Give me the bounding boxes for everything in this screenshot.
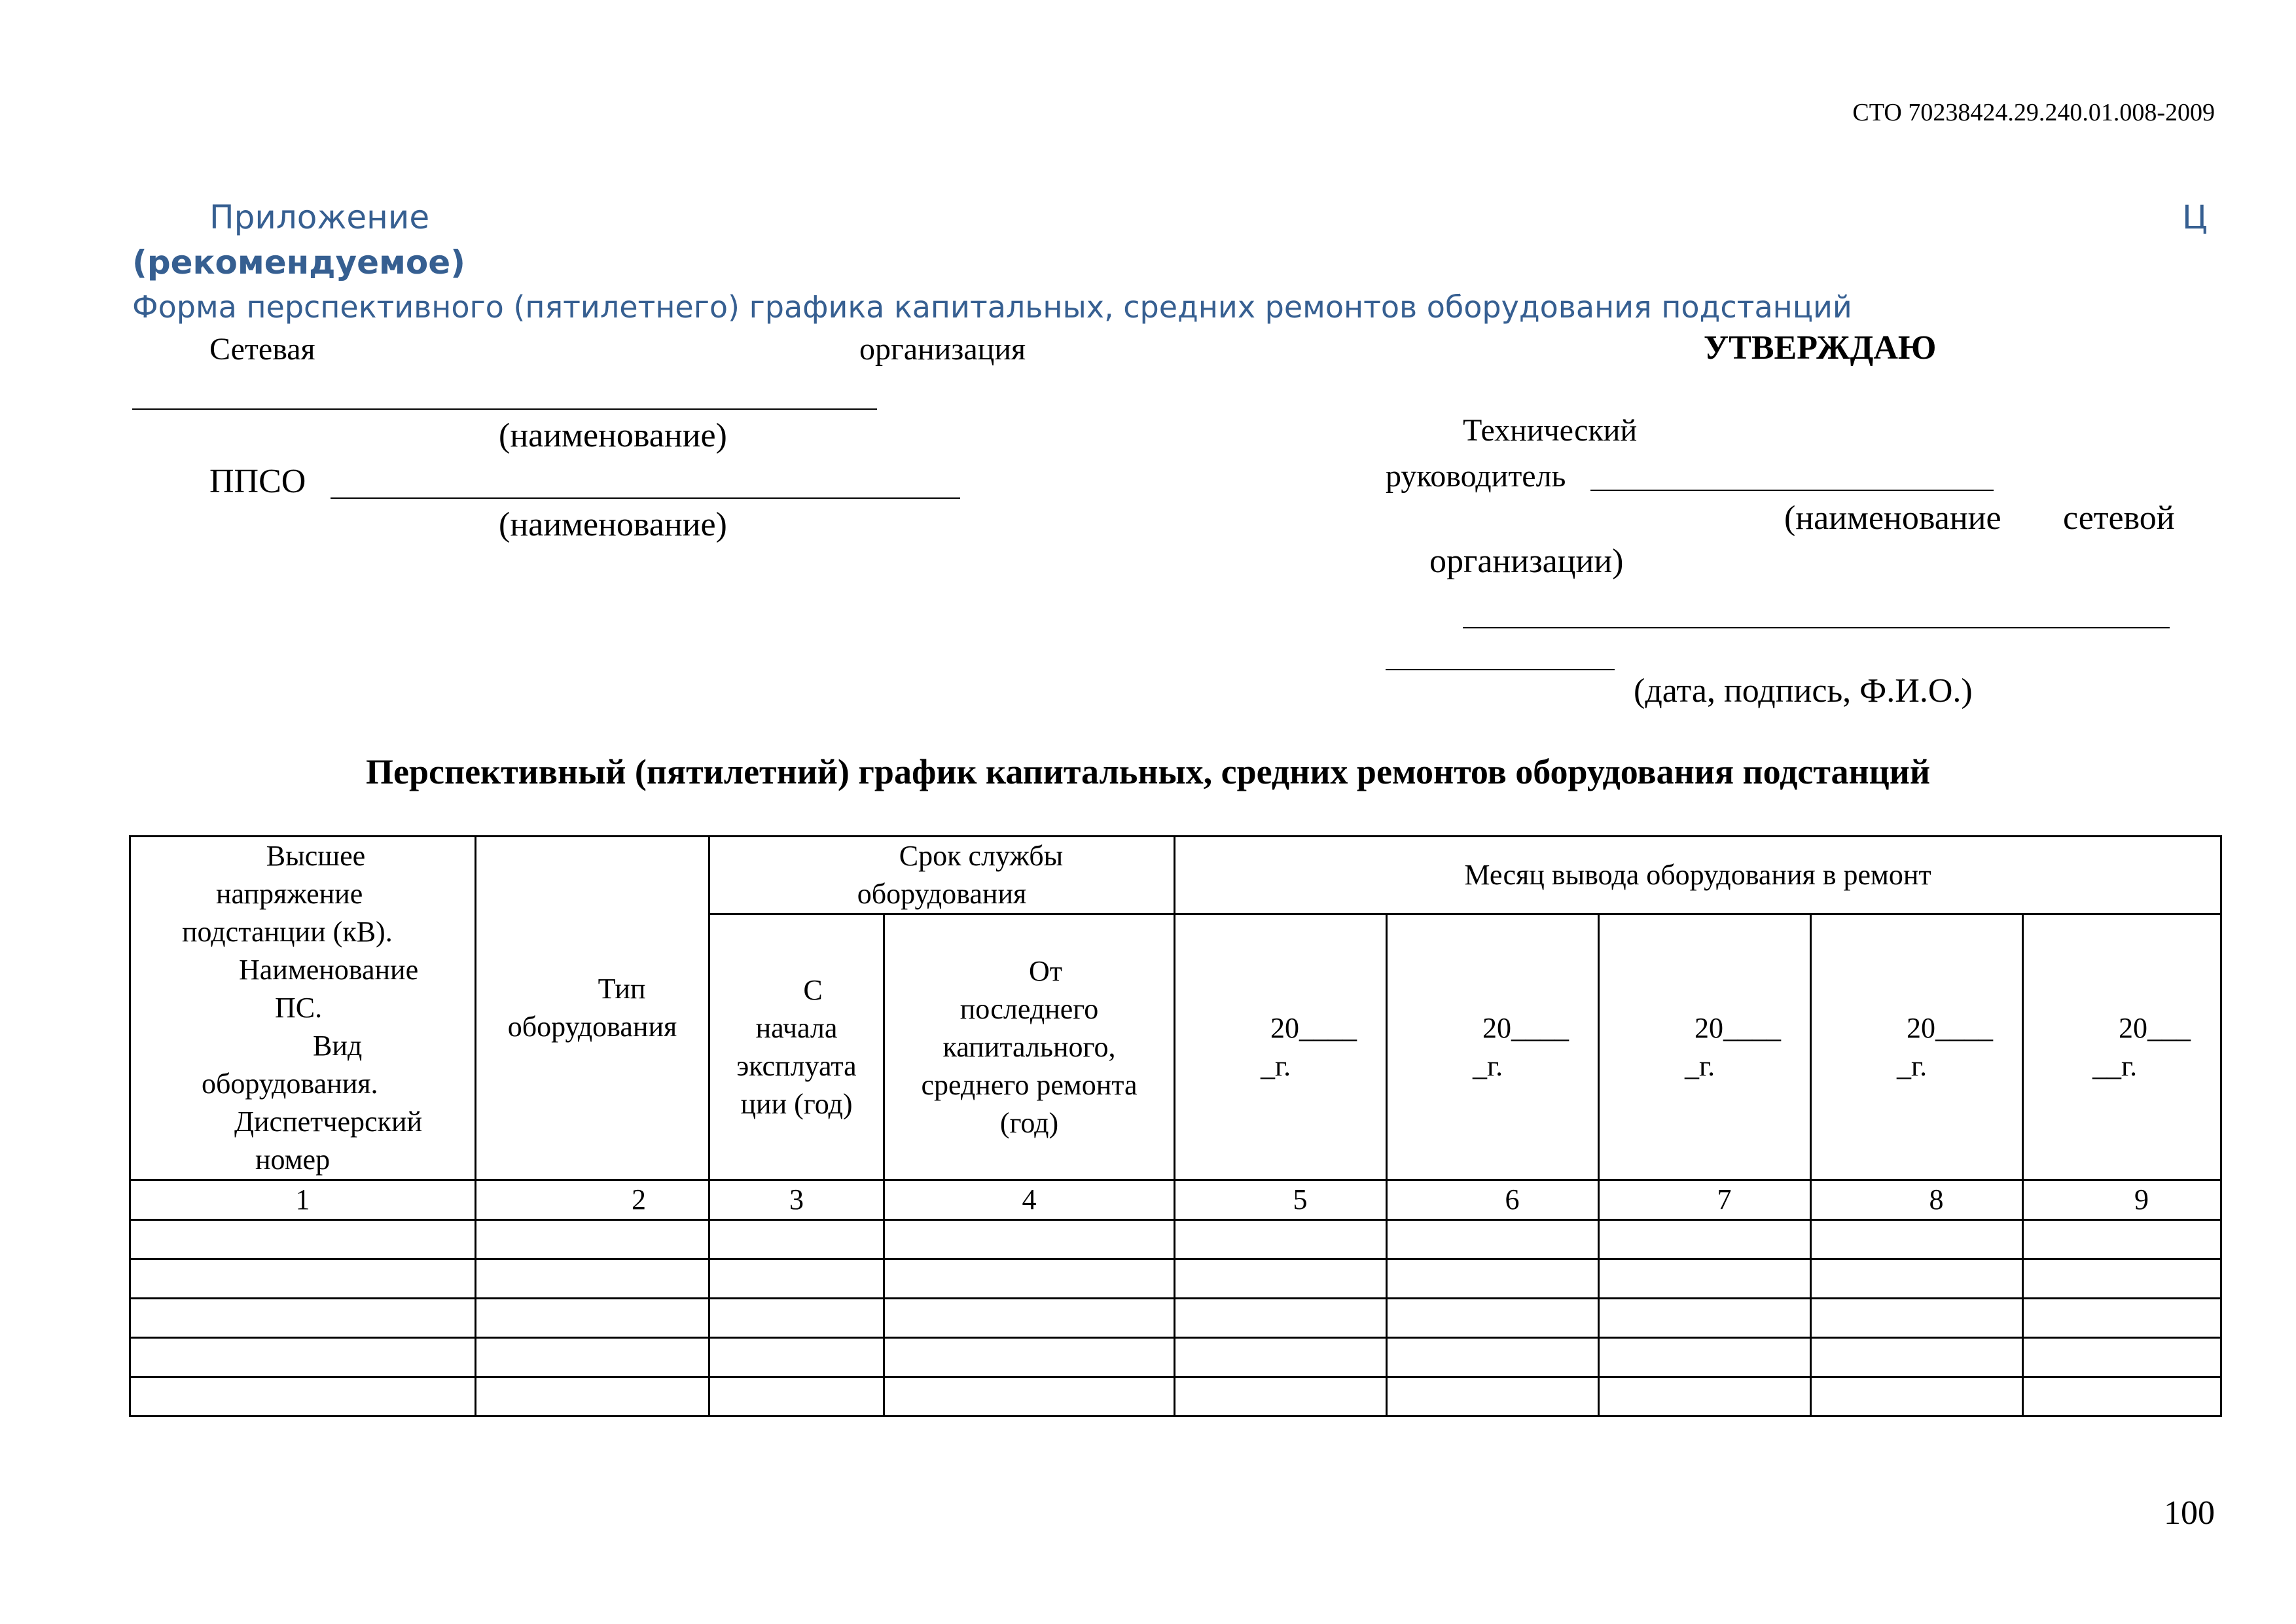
table-cell [2023,1220,2221,1259]
table-cell [1599,1338,1811,1377]
table-cell [884,1338,1175,1377]
table-cell [2023,1299,2221,1338]
appendix-label: Приложение [209,198,430,236]
table-cell [884,1259,1175,1299]
header-month-out: Месяц вывода оборудования в ремонт [1175,837,2221,914]
table-cell [709,1259,884,1299]
tech-label-line2: руководитель [1386,459,1566,494]
table-cell [130,1259,476,1299]
header-year-5: 20___ __г. [2023,914,2221,1180]
column-number-1: 1 [130,1180,476,1220]
appendix-letter: Ц [2182,198,2208,236]
table-cell [1811,1338,2023,1377]
table-cell [1175,1377,1387,1416]
table-cell [884,1377,1175,1416]
table-cell [709,1338,884,1377]
ppso-name-caption: (наименование) [499,506,727,543]
table-row [130,1259,2221,1299]
column-number-2: 2 [476,1180,709,1220]
form-title: Форма перспективного (пятилетнего) графика капитальных, средних ремонтов оборудования подстанций [132,289,1852,325]
table-cell [1599,1220,1811,1259]
column-number-7: 7 [1599,1180,1811,1220]
table-cell [2023,1338,2221,1377]
table-cell [884,1299,1175,1338]
appendix-type: (рекомендуемое) [132,244,466,281]
table-cell [709,1220,884,1259]
table-row [130,1220,2221,1259]
table-cell [1387,1220,1599,1259]
document-code: СТО 70238424.29.240.01.008-2009 [1852,99,2215,126]
table-cell [1599,1259,1811,1299]
table-cell [1599,1299,1811,1338]
table-cell [1387,1299,1599,1338]
table-row [130,1377,2221,1416]
org-caption-part1: (наименование [1784,499,2001,537]
table-row [130,1299,2221,1338]
table-row [130,1338,2221,1377]
table-cell [130,1338,476,1377]
org-caption-part3: организации) [1429,543,1624,580]
table-cell [1811,1220,2023,1259]
table-cell [709,1299,884,1338]
table-cell [1175,1338,1387,1377]
table-cell [1175,1220,1387,1259]
table-cell [476,1377,709,1416]
header-voltage-name: Высшее напряжение подстанции (кВ). Наименование ПС. Вид оборудования. Диспетчерский номер [130,837,476,1180]
header-year-2: 20____ _г. [1387,914,1599,1180]
table-cell [1175,1259,1387,1299]
ppso-label: ППСО [209,463,306,500]
header-since-last-repair: От последнего капитального, среднего ремонта (год) [884,914,1175,1180]
table-cell [1175,1299,1387,1338]
schedule-table [129,835,2222,1417]
header-since-start: С начала эксплуата ции (год) [709,914,884,1180]
org-name-caption: (наименование) [499,417,727,454]
table-cell [476,1338,709,1377]
table-cell [476,1259,709,1299]
page-number: 100 [2164,1494,2215,1532]
table-cell [130,1299,476,1338]
schedule-title: Перспективный (пятилетний) график капитальных, средних ремонтов оборудования подстанций [365,752,1931,791]
org-label-word2: организация [859,332,1026,367]
table-cell [2023,1377,2221,1416]
ppso-name-line [331,497,960,499]
column-number-5: 5 [1175,1180,1387,1220]
header-equipment-type: Тип оборудования [476,837,709,1180]
column-number-4: 4 [884,1180,1175,1220]
tech-name-line [1590,490,1994,491]
header-year-4: 20____ _г. [1811,914,2023,1180]
table-cell [884,1220,1175,1259]
table-cell [1387,1377,1599,1416]
table-cell [476,1220,709,1259]
column-number-9: 9 [2023,1180,2221,1220]
org-name-line [132,408,877,410]
column-number-3: 3 [709,1180,884,1220]
approve-heading: УТВЕРЖДАЮ [1704,329,1937,367]
column-number-6: 6 [1387,1180,1599,1220]
header-service-life: Срок службы оборудования [709,837,1175,914]
column-number-8: 8 [1811,1180,2023,1220]
signature-line-2 [1386,669,1615,670]
table-cell [1387,1259,1599,1299]
table-cell [476,1299,709,1338]
table-cell [130,1220,476,1259]
table-cell [1811,1299,2023,1338]
table-cell [2023,1259,2221,1299]
table-cell [130,1377,476,1416]
table-cell [709,1377,884,1416]
org-label-word1: Сетевая [209,332,315,367]
signature-caption: (дата, подпись, Ф.И.О.) [1634,672,1973,710]
table-cell [1387,1338,1599,1377]
tech-label-line1: Технический [1463,413,1638,448]
table-cell [1811,1259,2023,1299]
org-caption-part2: сетевой [2063,499,2175,537]
header-year-3: 20____ _г. [1599,914,1811,1180]
table-cell [1811,1377,2023,1416]
table-cell [1599,1377,1811,1416]
signature-line-1 [1463,627,2170,628]
header-year-1: 20____ _г. [1175,914,1387,1180]
